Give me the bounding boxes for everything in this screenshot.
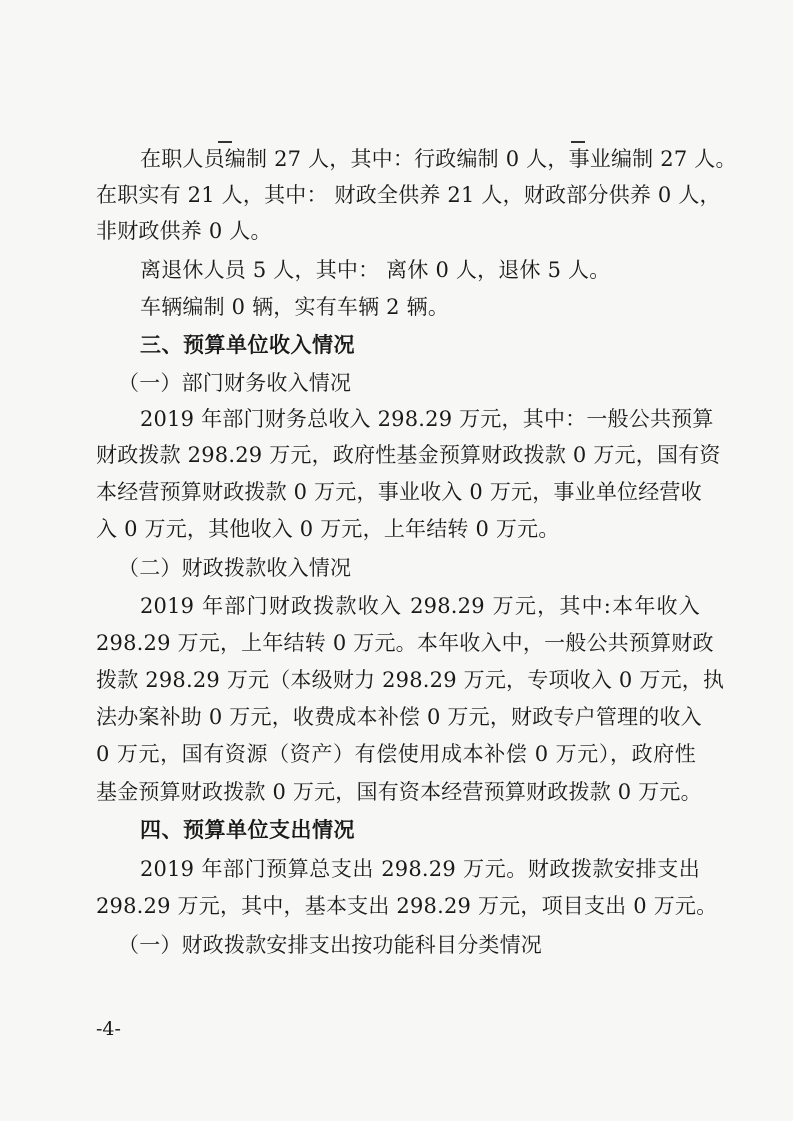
paragraph-line: 本经营预算财政拨款 0 万元，事业收入 0 万元，事业单位经营收: [96, 480, 702, 504]
paragraph-line: 在职人员编制 27 人，其中：行政编制 0 人，事业编制 27 人。: [140, 147, 737, 171]
paragraph-line: 在职实有 21 人，其中： 财政全供养 21 人，财政部分供养 0 人，: [96, 183, 721, 207]
paragraph-line: 法办案补助 0 万元，收费成本补偿 0 万元，财政专户管理的收入: [96, 705, 702, 729]
subsection-heading: （一）部门财务收入情况: [118, 371, 352, 395]
paragraph-line: 2019 年部门财政拨款收入 298.29 万元，其中:本年收入: [140, 594, 700, 618]
paragraph-line: 车辆编制 0 辆，实有车辆 2 辆。: [140, 295, 450, 319]
paragraph-line: 拨款 298.29 万元（本级财力 298.29 万元，专项收入 0 万元，执: [96, 668, 725, 692]
subsection-heading: （一）财政拨款安排支出按功能科目分类情况: [118, 933, 542, 957]
pen-mark: [218, 141, 232, 143]
paragraph-line: 298.29 万元，其中，基本支出 298.29 万元，项目支出 0 万元。: [96, 894, 718, 918]
section-heading: 四、预算单位支出情况: [140, 818, 355, 842]
paragraph-line: 298.29 万元，上年结转 0 万元。本年收入中，一般公共预算财政: [96, 631, 714, 655]
paragraph-line: 非财政供养 0 人。: [96, 219, 272, 243]
paragraph-line: 财政拨款 298.29 万元，政府性基金预算财政拨款 0 万元，国有资: [96, 443, 721, 467]
paragraph-line: 2019 年部门预算总支出 298.29 万元。财政拨款安排支出: [140, 857, 700, 881]
section-heading: 三、预算单位收入情况: [140, 333, 355, 357]
paragraph-line: 基金预算财政拨款 0 万元，国有资本经营预算财政拨款 0 万元。: [96, 780, 702, 804]
pen-mark: [571, 141, 585, 143]
paragraph-line: 0 万元，国有资源（资产）有偿使用成本补偿 0 万元），政府性: [96, 742, 696, 766]
paragraph-line: 入 0 万元，其他收入 0 万元，上年结转 0 万元。: [96, 517, 560, 541]
paragraph-line: 2019 年部门财务总收入 298.29 万元，其中：一般公共预算: [140, 407, 714, 431]
subsection-heading: （二）财政拨款收入情况: [118, 556, 352, 580]
paragraph-line: 离退休人员 5 人，其中： 离休 0 人，退休 5 人。: [140, 258, 611, 282]
page-number: -4-: [96, 1018, 121, 1040]
